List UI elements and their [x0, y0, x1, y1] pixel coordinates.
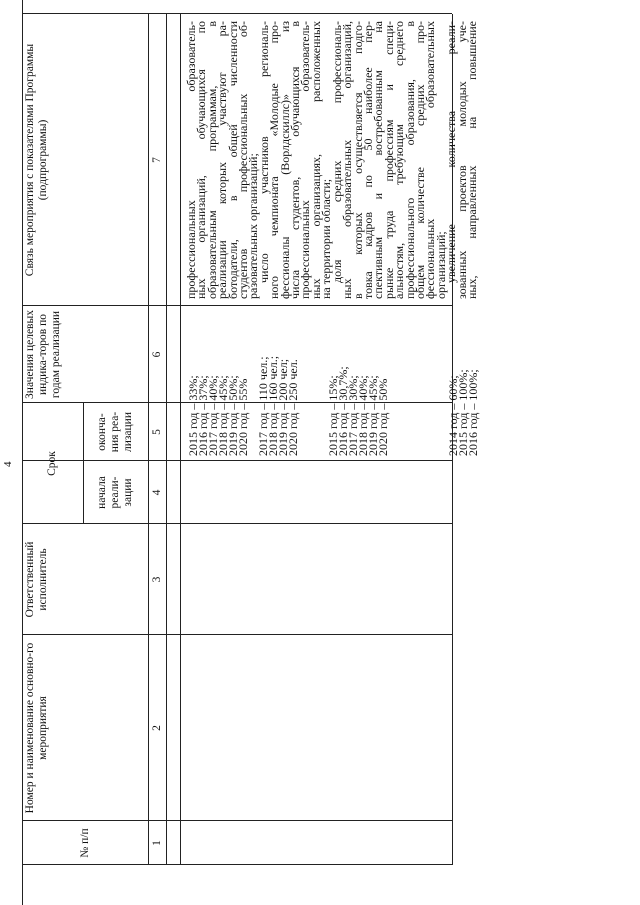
indicator-line: 2015 год – 33%;: [186, 375, 200, 456]
indicator-line: 2020 год – 50%: [376, 378, 390, 456]
link-line: альностям, требующим среднего: [392, 21, 407, 299]
link-line: ботодатели, в общей численности: [225, 21, 240, 299]
link-line: фессиональных образовательных: [423, 21, 438, 299]
link-line: ных организаций, обучающихся по: [194, 21, 209, 299]
indicator-gap: [308, 306, 318, 456]
link-line: ных, направленных на повышение: [464, 21, 479, 299]
link-line: увеличение количества реали-: [444, 21, 459, 283]
link-line: профессиональных образователь-: [298, 21, 313, 299]
number-row-divider: [166, 14, 167, 865]
link-line: образовательным программам, в: [204, 21, 219, 299]
page-number: 4: [2, 461, 14, 467]
link-line: спективным и востребованным на: [371, 21, 386, 299]
indicator-line: 2017 год – 110 чел.;: [256, 356, 270, 456]
indicator-gap: [418, 306, 428, 456]
indicator-line: 2016 год – 100%;: [466, 369, 480, 456]
colnum-5: 5: [150, 429, 163, 435]
link-line: организаций;: [433, 231, 448, 299]
link-line: число участников региональ-: [256, 21, 271, 283]
link-line: профессиональных образователь-: [184, 21, 198, 299]
link-line: доля средних профессиональ-: [329, 21, 344, 283]
program-links: [186, 21, 477, 299]
link-line: реализации которых участвуют ра-: [215, 21, 230, 299]
colnum-6: 6: [150, 351, 163, 358]
indicator-line: 2014 год – 60%;: [446, 375, 460, 456]
header-col4: начала реали-зации: [96, 476, 134, 509]
indicator-values: [188, 306, 478, 456]
indicator-line: 2019 год – 50%;: [226, 375, 240, 456]
colnum-3: 3: [150, 576, 163, 583]
indicator-line: 2016 год – 37%;: [196, 375, 210, 456]
colnum-4: 4: [150, 489, 163, 496]
table-body-border: [180, 14, 181, 865]
link-line: разовательных организаций;: [246, 153, 261, 299]
indicator-line: 2017 год – 40%;: [206, 375, 220, 456]
indicator-line: 2020 год – 55%: [236, 378, 250, 456]
indicator-line: 2015 год – 15%;: [326, 375, 340, 456]
colnum-7: 7: [150, 157, 163, 163]
link-line: ных образовательных организаций,: [340, 21, 355, 299]
link-line: общем количестве средних про-: [412, 21, 427, 299]
link-line: зованных проектов молодых уче-: [454, 21, 469, 299]
colnum-2: 2: [150, 725, 163, 731]
header-col7: Связь мероприятия с показателями Программы (подпрограммы): [24, 43, 49, 277]
indicator-line: 2019 год – 45%;: [366, 375, 380, 456]
indicator-line: 2016 год – 30,7%;: [336, 366, 350, 456]
indicator-line: 2019 год – 200 чел;: [276, 358, 290, 456]
link-line: товка кадров по 50 наиболее пер-: [360, 21, 375, 299]
indicator-gap: [398, 306, 408, 456]
indicator-line: 2018 год – 45%;: [216, 375, 230, 456]
header-srok: Срок: [46, 451, 58, 476]
header-col1: № п/п: [78, 828, 91, 858]
indicator-line: 2017 год – 30%;: [346, 375, 360, 456]
header-col5: оконча-ния реа-лизации: [96, 411, 134, 453]
header-col2: Номер и наименование основно-го мероприятия: [24, 642, 49, 814]
indicator-line: 2015 год – 100%;: [456, 369, 470, 456]
link-line: ных организациях, расположенных: [308, 21, 323, 299]
link-line: студентов профессиональных об-: [236, 21, 251, 299]
link-line: числа студентов, обучающихся в: [288, 21, 303, 299]
link-line: на территории области;: [319, 178, 334, 299]
link-line: профессионального образования, в: [402, 21, 417, 299]
indicator-line: 2018 год – 160 чел.;: [266, 355, 280, 456]
indicator-gap: [408, 306, 418, 456]
indicator-line: 2018 год – 40%;: [356, 375, 370, 456]
link-line: рынке труда профессиям и специ-: [381, 21, 396, 299]
indicator-line: 2020 год – 250 чел.: [286, 359, 300, 456]
link-line: в которых осуществляется подго-: [350, 21, 365, 299]
link-line: фессионалы (Ворлдскиллс)» из: [277, 21, 292, 299]
header-col3: Ответственный исполнитель: [24, 541, 49, 618]
header-col6: Значения целевых индика-торов по годам реализации: [24, 310, 62, 399]
colnum-1: 1: [150, 840, 163, 846]
indicator-gap: [428, 306, 438, 456]
link-line: ного чемпионата «Молодые про-: [267, 21, 282, 299]
